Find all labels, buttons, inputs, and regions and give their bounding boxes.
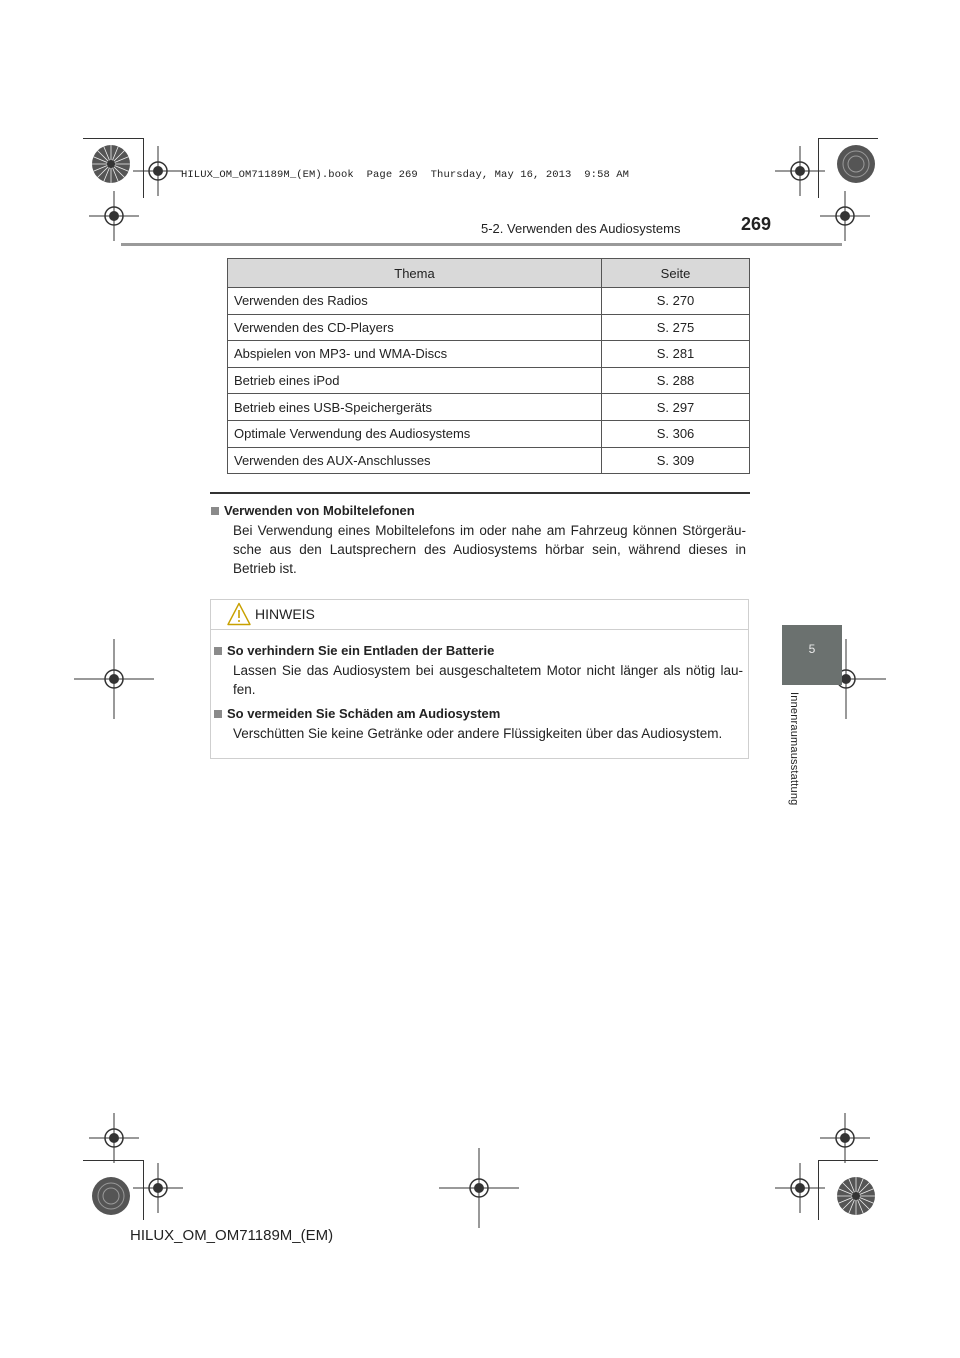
- page-reference-cell: S. 275: [602, 314, 750, 341]
- chapter-number: 5: [808, 642, 816, 656]
- table-header-row: [228, 259, 750, 288]
- notice-item-heading: [214, 643, 494, 658]
- registration-mark-icon: [133, 146, 183, 196]
- page-reference-cell: S. 270: [602, 288, 750, 315]
- registration-mark-icon: [439, 1148, 519, 1228]
- table-row: [228, 420, 750, 447]
- section-title: 5-2. Verwenden des Audiosystems: [481, 221, 681, 236]
- topic-cell: Verwenden des Radios: [228, 288, 602, 315]
- header-divider: [121, 243, 842, 246]
- page-reference-cell: S. 306: [602, 420, 750, 447]
- notice-item-body: Lassen Sie das Audiosystem bei ausgeschaltetem Motor nicht länger als nötig lau-fen.: [233, 663, 743, 697]
- registration-mark-icon: [820, 191, 870, 241]
- table-row: [228, 367, 750, 394]
- registration-mark-icon: [74, 639, 154, 719]
- bullet-square-icon: [214, 647, 222, 655]
- registration-mark-icon: [775, 146, 825, 196]
- table-row: [228, 341, 750, 368]
- starburst-mark-icon: [836, 144, 876, 184]
- section-body: Bei Verwendung eines Mobiltelefons im oder nahe am Fahrzeug können Störgeräu-sche aus den Lautsprechern des Audiosystems hörbar sein, während dieses in Betrieb ist.: [233, 523, 746, 576]
- crop-line: [83, 138, 143, 139]
- table-row: [228, 288, 750, 315]
- topic-table: [227, 258, 750, 474]
- warning-triangle-icon: [227, 602, 251, 626]
- notice-item-heading-text: So vermeiden Sie Schäden am Audiosystem: [227, 706, 501, 721]
- registration-mark-icon: [820, 1113, 870, 1163]
- notice-item-heading-text: So verhindern Sie ein Entladen der Batterie: [227, 643, 495, 658]
- page-number: 269: [741, 214, 772, 234]
- starburst-mark-icon: [91, 1176, 131, 1216]
- bullet-square-icon: [214, 710, 222, 718]
- page-reference-cell: S. 309: [602, 447, 750, 474]
- topic-cell: Betrieb eines USB-Speichergeräts: [228, 394, 602, 421]
- starburst-mark-icon: [91, 144, 131, 184]
- notice-item-body: Verschütten Sie keine Getränke oder andere Flüssigkeiten über das Audiosystem.: [233, 726, 723, 741]
- topic-cell: Verwenden des AUX-Anschlusses: [228, 447, 602, 474]
- bullet-square-icon: [211, 507, 219, 515]
- page-reference-cell: S. 281: [602, 341, 750, 368]
- page-reference-cell: S. 297: [602, 394, 750, 421]
- notice-box: [210, 599, 749, 759]
- crop-line: [818, 138, 878, 139]
- section-heading-text: Verwenden von Mobiltelefonen: [224, 503, 415, 518]
- table-row: [228, 447, 750, 474]
- page-reference-cell: S. 288: [602, 367, 750, 394]
- table-row: [228, 394, 750, 421]
- chapter-tab: [782, 625, 842, 685]
- print-slug: HILUX_OM_OM71189M_(EM).book Page 269 Thursday, May 16, 2013 9:58 AM: [181, 169, 630, 181]
- registration-mark-icon: [89, 191, 139, 241]
- registration-mark-icon: [89, 1113, 139, 1163]
- column-header-page: Seite: [602, 259, 750, 288]
- notice-header: [211, 600, 748, 630]
- topic-cell: Verwenden des CD-Players: [228, 314, 602, 341]
- footer-document-code: HILUX_OM_OM71189M_(EM): [130, 1227, 334, 1244]
- topic-cell: Betrieb eines iPod: [228, 367, 602, 394]
- registration-mark-icon: [133, 1163, 183, 1213]
- column-header-topic: Thema: [228, 259, 602, 288]
- notice-item-heading: [214, 706, 500, 721]
- topic-cell: Abspielen von MP3- und WMA-Discs: [228, 341, 602, 368]
- table-row: [228, 314, 750, 341]
- section-heading: [211, 503, 415, 518]
- chapter-label: Innenraumausstattung: [788, 692, 800, 806]
- notice-title: HINWEIS: [255, 606, 315, 622]
- topic-cell: Optimale Verwendung des Audiosystems: [228, 420, 602, 447]
- section-divider: [210, 492, 750, 494]
- registration-mark-icon: [775, 1163, 825, 1213]
- starburst-mark-icon: [836, 1176, 876, 1216]
